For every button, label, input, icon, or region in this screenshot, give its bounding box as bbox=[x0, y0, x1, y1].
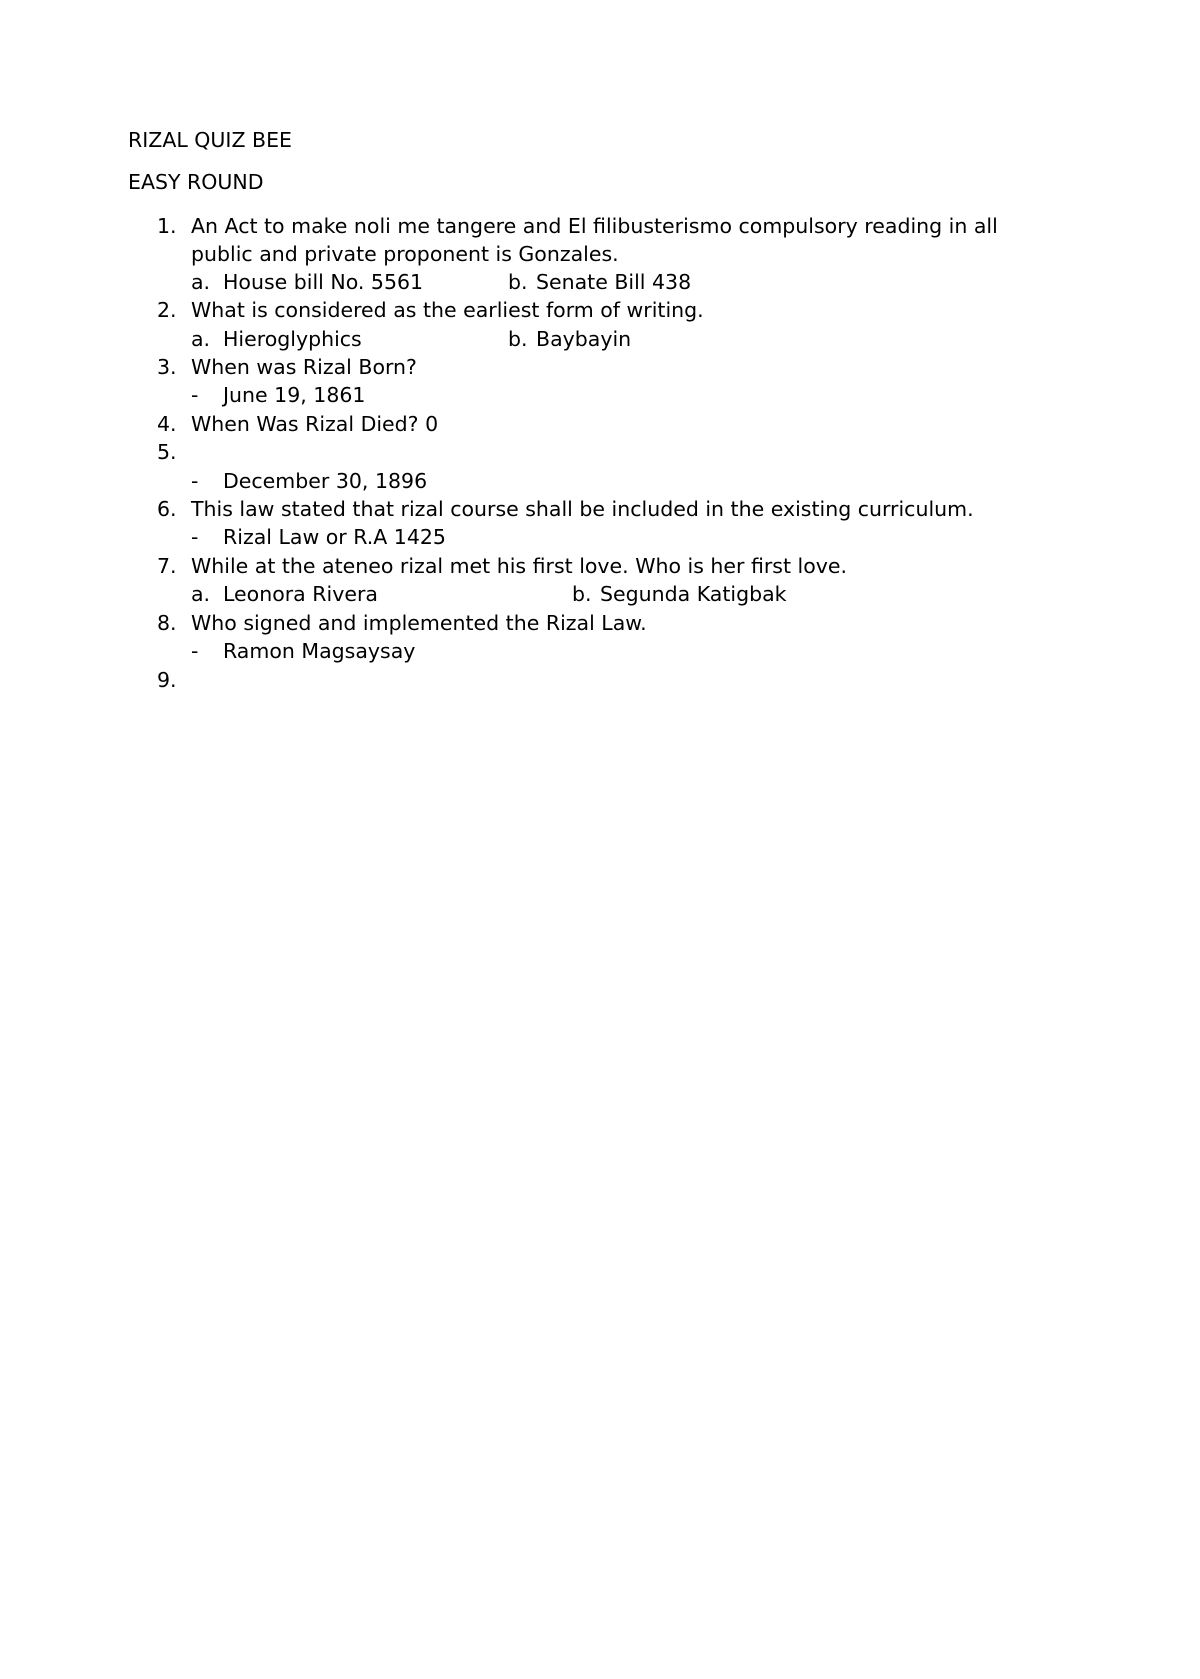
question-number: 3. bbox=[157, 355, 177, 379]
question-text: What is considered as the earliest form of writing. bbox=[191, 298, 704, 322]
option-b-text: Senate Bill 438 bbox=[536, 270, 692, 294]
question-number: 8. bbox=[157, 611, 177, 635]
question-text: While at the ateneo rizal met his first love. Who is her first love. bbox=[191, 554, 848, 578]
option-b-text: Baybayin bbox=[536, 327, 632, 351]
question-text: When was Rizal Born? bbox=[191, 355, 417, 379]
option-a-text: Hieroglyphics bbox=[223, 327, 362, 351]
answer-text: Rizal Law or R.A 1425 bbox=[223, 525, 446, 549]
option-b-marker: b. bbox=[508, 327, 528, 351]
answer-dash: - bbox=[191, 639, 199, 663]
answer-text: December 30, 1896 bbox=[223, 469, 428, 493]
round-heading: EASY ROUND bbox=[128, 170, 264, 194]
question-text: Who signed and implemented the Rizal Law. bbox=[191, 611, 647, 635]
answer-dash: - bbox=[191, 383, 199, 407]
answer-dash: - bbox=[191, 469, 199, 493]
option-a-marker: a. bbox=[191, 327, 211, 351]
answer-text: June 19, 1861 bbox=[223, 383, 366, 407]
option-b-marker: b. bbox=[508, 270, 528, 294]
document-title: RIZAL QUIZ BEE bbox=[128, 128, 293, 152]
question-text-continued: public and private proponent is Gonzales. bbox=[191, 242, 619, 266]
question-number: 9. bbox=[157, 668, 177, 692]
option-a-text: House bill No. 5561 bbox=[223, 270, 424, 294]
answer-text: Ramon Magsaysay bbox=[223, 639, 416, 663]
question-number: 6. bbox=[157, 497, 177, 521]
option-a-marker: a. bbox=[191, 582, 211, 606]
option-b-text: Segunda Katigbak bbox=[600, 582, 787, 606]
question-number: 4. bbox=[157, 412, 177, 436]
answer-dash: - bbox=[191, 525, 199, 549]
question-text: An Act to make noli me tangere and El filibusterismo compulsory reading in all bbox=[191, 214, 998, 238]
question-number: 5. bbox=[157, 440, 177, 464]
option-b-marker: b. bbox=[572, 582, 592, 606]
option-a-marker: a. bbox=[191, 270, 211, 294]
question-number: 2. bbox=[157, 298, 177, 322]
question-text: When Was Rizal Died? 0 bbox=[191, 412, 439, 436]
question-text: This law stated that rizal course shall be included in the existing curriculum. bbox=[191, 497, 974, 521]
question-number: 7. bbox=[157, 554, 177, 578]
question-number: 1. bbox=[157, 214, 177, 238]
option-a-text: Leonora Rivera bbox=[223, 582, 378, 606]
